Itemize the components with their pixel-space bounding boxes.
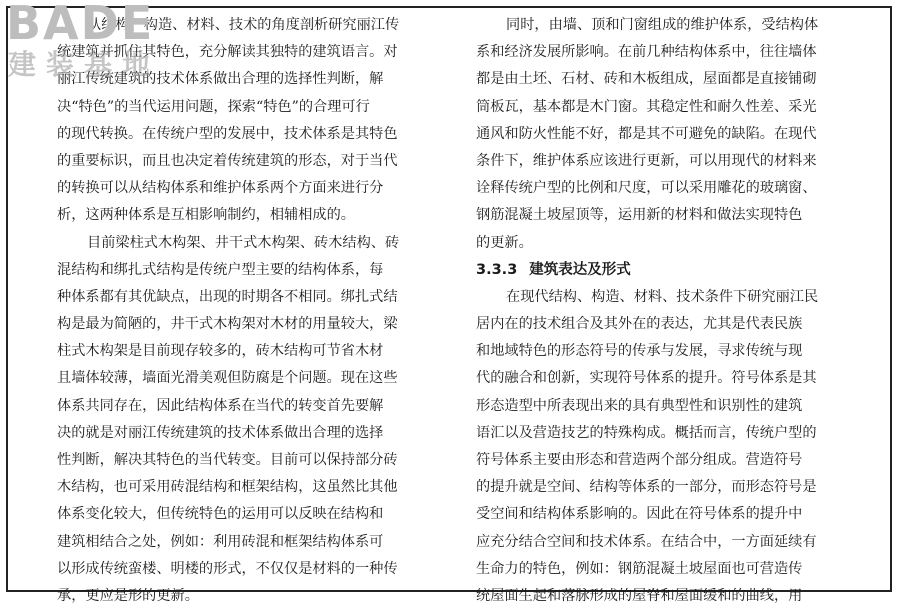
text-line: 语汇以及营造技艺的特殊构成。概括而言，传统户型的 bbox=[476, 424, 817, 441]
text-line: 统建筑并抓住其特色，充分解读其独特的建筑语言。对 bbox=[57, 44, 398, 61]
text-line: 形态造型中所表现出来的具有典型性和识别性的建筑 bbox=[476, 397, 803, 414]
text-line: 承，更应是形的更新。 bbox=[57, 587, 199, 604]
text-line: 钢筋混凝土坡屋顶等，运用新的材料和做法实现特色 bbox=[476, 207, 803, 224]
text-line: 和地域特色的形态符号的传承与发展，寻求传统与现 bbox=[476, 343, 803, 360]
text-line: 木结构，也可采用砖混结构和框架结构，这虽然比其他 bbox=[57, 479, 398, 496]
text-line: 以形成传统蛮楼、明楼的形式，不仅仅是材料的一种传 bbox=[57, 560, 398, 577]
text-line: 筒板瓦，基本都是木门窗。其稳定性和耐久性差、采光 bbox=[476, 98, 817, 115]
text-line: 条件下，维护体系应该进行更新，可以用现代的材料来 bbox=[476, 152, 817, 169]
text-line: 混结构和绑扎式结构是传统户型主要的结构体系，每 bbox=[57, 261, 384, 278]
text-line: 应充分结合空间和技术体系。在结合中，一方面延续有 bbox=[476, 533, 817, 550]
text-line: 的更新。 bbox=[476, 234, 533, 251]
text-line: 决“特色”的当代运用问题，探索“特色”的合理可行 bbox=[57, 98, 370, 115]
right-text-column bbox=[476, 12, 876, 610]
text-line: 通风和防火性能不好，都是其不可避免的缺陷。在现代 bbox=[476, 125, 817, 142]
section-title: 建筑表达及形式 bbox=[529, 261, 631, 278]
text-line: 且墙体较薄，墙面光滑美观但防腐是个问题。现在这些 bbox=[57, 370, 398, 387]
text-line: 析，这两种体系是互相影响制约，相辅相成的。 bbox=[57, 207, 355, 224]
text-line: 同时，由墙、顶和门窗组成的维护体系，受结构体 bbox=[506, 17, 819, 33]
text-line: 种体系都有其优缺点，出现的时期各不相同。绑扎式结 bbox=[57, 288, 398, 305]
watermark-logo: BADE bbox=[6, 0, 155, 50]
text-line: 决的就是对丽江传统建筑的技术体系做出合理的选择 bbox=[57, 424, 384, 441]
text-line: 符号体系主要由形态和营造两个部分组成。营造符号 bbox=[476, 452, 803, 468]
text-line: 柱式木构架是目前现存较多的，砖木结构可节省木材 bbox=[57, 343, 384, 360]
section-number: 3.3.3 bbox=[476, 261, 518, 278]
text-line: 的提升就是空间、结构等体系的一部分，而形态符号是 bbox=[476, 479, 817, 496]
text-line: 体系变化较大，但传统特色的运用可以反映在结构和 bbox=[57, 506, 384, 523]
section-heading bbox=[476, 257, 876, 284]
text-line: 代的融合和创新，实现符号体系的提升。符号体系是其 bbox=[476, 370, 817, 387]
text-line: 生命力的特色，例如：钢筋混凝土坡屋面也可营造传 bbox=[476, 560, 803, 577]
watermark-subtitle: 建装基地 bbox=[8, 48, 161, 81]
text-line: 受空间和结构体系影响的。因此在符号体系的提升中 bbox=[476, 506, 803, 523]
text-line: 目前梁柱式木构架、井干式木构架、砖木结构、砖 bbox=[87, 234, 400, 251]
text-line: 构是最为简陋的，井干式木构架对木材的用量较大，梁 bbox=[57, 316, 398, 333]
text-line: 性判断，解决其特色的当代转变。目前可以保持部分砖 bbox=[57, 452, 398, 468]
text-line: 的现代转换。在传统户型的发展中，技术体系是其特色 bbox=[57, 125, 398, 142]
text-line: 的转换可以从结构体系和维护体系两个方面来进行分 bbox=[57, 180, 384, 197]
text-line: 居内在的技术组合及其外在的表达，尤其是代表民族 bbox=[476, 316, 803, 333]
text-line: 系和经济发展所影响。在前几种结构体系中，往往墙体 bbox=[476, 44, 817, 61]
text-line: 从结构、构造、材料、技术的角度剖析研究丽江传 bbox=[87, 17, 400, 33]
text-line: 体系共同存在，因此结构体系在当代的转变首先要解 bbox=[57, 397, 384, 414]
text-line: 都是由土坯、石材、砖和木板组成，屋面都是直接铺砌 bbox=[476, 71, 817, 88]
text-line: 建筑相结合之处，例如：利用砖混和框架结构体系可 bbox=[57, 533, 384, 550]
left-text-column bbox=[57, 12, 452, 610]
text-line: 的重要标识，而且也决定着传统建筑的形态，对于当代 bbox=[57, 152, 398, 169]
text-line: 丽江传统建筑的技术体系做出合理的选择性判断，解 bbox=[57, 71, 384, 88]
text-line: 诠释传统户型的比例和尺度，可以采用雕花的玻璃窗、 bbox=[476, 180, 817, 197]
text-line: 统屋面生起和落脉形成的屋脊和屋面缓和的曲线，用 bbox=[476, 587, 803, 604]
text-line: 在现代结构、构造、材料、技术条件下研究丽江民 bbox=[506, 288, 819, 305]
